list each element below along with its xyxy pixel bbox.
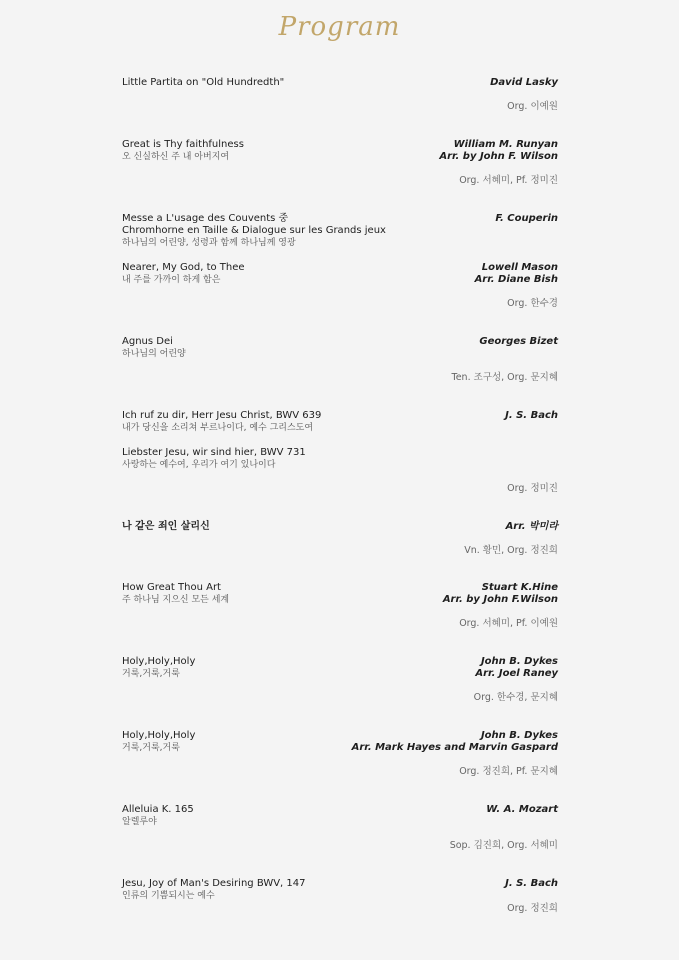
program-item-5 [122,336,558,384]
korean-title: 인류의 기쁨되시는 예수 [122,891,215,901]
composer: David Lasky [490,77,558,88]
composer: Stuart K.Hine [481,582,558,593]
korean-title: 오 신실하신 주 내 아버지여 [122,152,230,162]
korean-title: 내 주를 가까이 하게 함은 [122,275,221,285]
arranger: Arr. Joel Raney [475,668,558,679]
program-item-7 [122,447,558,495]
piece-title: Liebster Jesu, wir sind hier, BWV 731 [122,447,306,458]
performers: Sop. 김진희, Org. 서혜미 [449,840,558,851]
performers: Ten. 조구성, Org. 문지혜 [451,372,558,383]
piece-title-line1: Messe a L'usage des Couvents 중 [122,213,289,224]
performers: Org. 한수경 [507,298,558,309]
program-item-2 [122,139,558,187]
piece-title: Little Partita on "Old Hundredth" [122,77,285,88]
program-item-1 [122,77,558,113]
composer: J. S. Bach [505,410,558,421]
arranger: Arr. by John F. Wilson [439,151,558,162]
performers: Vn. 황민, Org. 정진희 [464,545,558,556]
piece-title: Holy,Holy,Holy [122,730,196,741]
piece-title: Alleluia K. 165 [122,804,194,815]
program-item-13 [122,878,558,915]
performers: Org. 서혜미, Pf. 정미진 [459,175,558,186]
program-item-12 [122,804,558,852]
arranger: Arr. Mark Hayes and Marvin Gaspard [351,742,558,753]
piece-title: How Great Thou Art [122,582,221,593]
composer: J. S. Bach [505,878,558,889]
korean-title: 하나님의 어린양, 성령과 함께 하나님께 영광 [122,238,296,248]
composer: Arr. 박미라 [505,521,558,532]
composer: John B. Dykes [480,656,558,667]
program-title: Program [278,12,401,42]
piece-title: Ich ruf zu dir, Herr Jesu Christ, BWV 639 [122,410,322,421]
piece-title: Nearer, My God, to Thee [122,262,245,273]
performers: Org. 정진희, Pf. 문지혜 [459,766,558,777]
korean-title: 하나님의 어린양 [122,349,186,359]
program-item-11 [122,730,558,778]
piece-title: 나 같은 죄인 살리신 [122,521,210,532]
composer: F. Couperin [495,213,558,224]
performers: Org. 서혜미, Pf. 이예원 [459,618,558,629]
arranger: Arr. Diane Bish [474,274,558,285]
arranger: Arr. by John F.Wilson [442,594,558,605]
piece-title: Agnus Dei [122,336,173,347]
performers: Org. 정진희 [507,903,558,914]
program-item-3 [122,213,558,249]
piece-title: Jesu, Joy of Man's Desiring BWV, 147 [122,878,306,889]
program-item-4 [122,262,558,310]
composer: Georges Bizet [479,336,558,347]
korean-title: 주 하나님 지으신 모든 세계 [122,595,230,605]
composer: John B. Dykes [480,730,558,741]
program-item-9 [122,582,558,630]
program-item-8 [122,521,558,557]
program-item-6 [122,410,558,434]
composer: W. A. Mozart [486,804,558,815]
performers: Org. 한수경, 문지혜 [473,692,558,703]
performers: Org. 정미진 [507,483,558,494]
korean-title: 거룩,거룩,거룩 [122,743,180,753]
composer: William M. Runyan [453,139,558,150]
piece-title: Great is Thy faithfulness [122,139,244,150]
composer: Lowell Mason [481,262,558,273]
korean-title: 사랑하는 예수여, 우리가 여기 있나이다 [122,460,276,470]
piece-title: Holy,Holy,Holy [122,656,196,667]
performers: Org. 이예원 [507,101,558,112]
korean-title: 거룩,거룩,거룩 [122,669,180,679]
korean-title: 알렐루야 [122,817,157,827]
piece-title-line2: Chromhorne en Taille & Dialogue sur les Grands jeux [122,225,386,236]
korean-title: 내가 당신을 소리쳐 부르나이다, 예수 그리스도여 [122,423,314,433]
program-item-10 [122,656,558,704]
